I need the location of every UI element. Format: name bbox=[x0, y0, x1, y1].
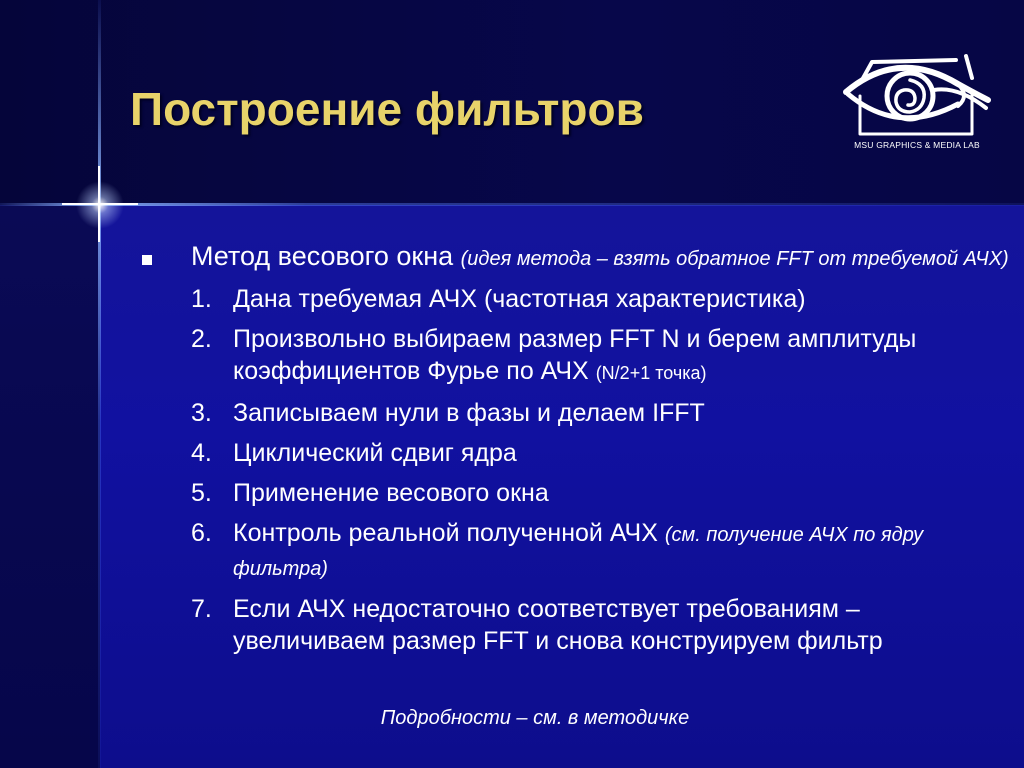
list-item bbox=[140, 477, 1010, 509]
sparkle-icon bbox=[76, 181, 124, 229]
list-item bbox=[140, 517, 1010, 585]
list-item bbox=[140, 397, 1010, 429]
step-text-block bbox=[233, 593, 1003, 657]
step-text-block bbox=[233, 283, 1003, 315]
bullet-note: (идея метода – взять обратное FFT от требуемой АЧХ) bbox=[460, 248, 1009, 270]
step-text-block bbox=[233, 397, 1003, 429]
bullet-text-block bbox=[191, 240, 1010, 275]
slide-content bbox=[140, 240, 1010, 665]
left-background bbox=[0, 205, 100, 768]
steps-list bbox=[140, 283, 1010, 657]
step-text: Применение весового окна bbox=[233, 479, 549, 507]
step-number: 5. bbox=[191, 479, 212, 507]
step-text: Записываем нули в фазы и делаем IFFT bbox=[233, 399, 705, 427]
sparkle-horizontal-ray bbox=[62, 203, 138, 205]
slide-title: Построение фильтров bbox=[130, 83, 644, 135]
vertical-divider bbox=[98, 0, 101, 768]
step-number: 3. bbox=[191, 399, 212, 427]
step-number: 2. bbox=[191, 325, 212, 353]
step-text: Произвольно выбираем размер FFT N и берем амплитуды коэффициентов Фурье по АЧХ bbox=[233, 325, 917, 385]
logo-caption: MSU GRAPHICS & MEDIA LAB bbox=[854, 140, 980, 150]
step-number: 1. bbox=[191, 285, 212, 313]
footer-note: Подробности – см. в методичке bbox=[380, 707, 690, 729]
step-number: 4. bbox=[191, 439, 212, 467]
step-text-block bbox=[233, 323, 1003, 389]
list-item bbox=[140, 323, 1010, 389]
square-bullet-icon bbox=[142, 255, 152, 265]
step-number: 7. bbox=[191, 595, 212, 623]
step-text: Контроль реальной полученной АЧХ bbox=[233, 519, 658, 547]
sparkle-vertical-ray bbox=[98, 166, 100, 242]
list-item bbox=[140, 437, 1010, 469]
bullet-text: Метод весового окна bbox=[191, 241, 454, 271]
step-text-block bbox=[233, 437, 1003, 469]
step-text: Циклический сдвиг ядра bbox=[233, 439, 517, 467]
step-number: 6. bbox=[191, 519, 212, 547]
horizontal-divider bbox=[0, 203, 1024, 206]
step-text: Дана требуемая АЧХ (частотная характеристика) bbox=[233, 285, 806, 313]
step-note: (N/2+1 точка) bbox=[595, 363, 707, 383]
step-text: Если АЧХ недостаточно соответствует требованиям – увеличиваем размер FFT и снова конструируем фильтр bbox=[233, 595, 883, 655]
step-note: (см. получение АЧХ по ядру фильтра) bbox=[233, 524, 924, 580]
step-text-block bbox=[233, 477, 1003, 509]
bullet-item bbox=[140, 240, 1010, 275]
list-item bbox=[140, 593, 1010, 657]
list-item bbox=[140, 283, 1010, 315]
step-text-block bbox=[233, 517, 1003, 585]
